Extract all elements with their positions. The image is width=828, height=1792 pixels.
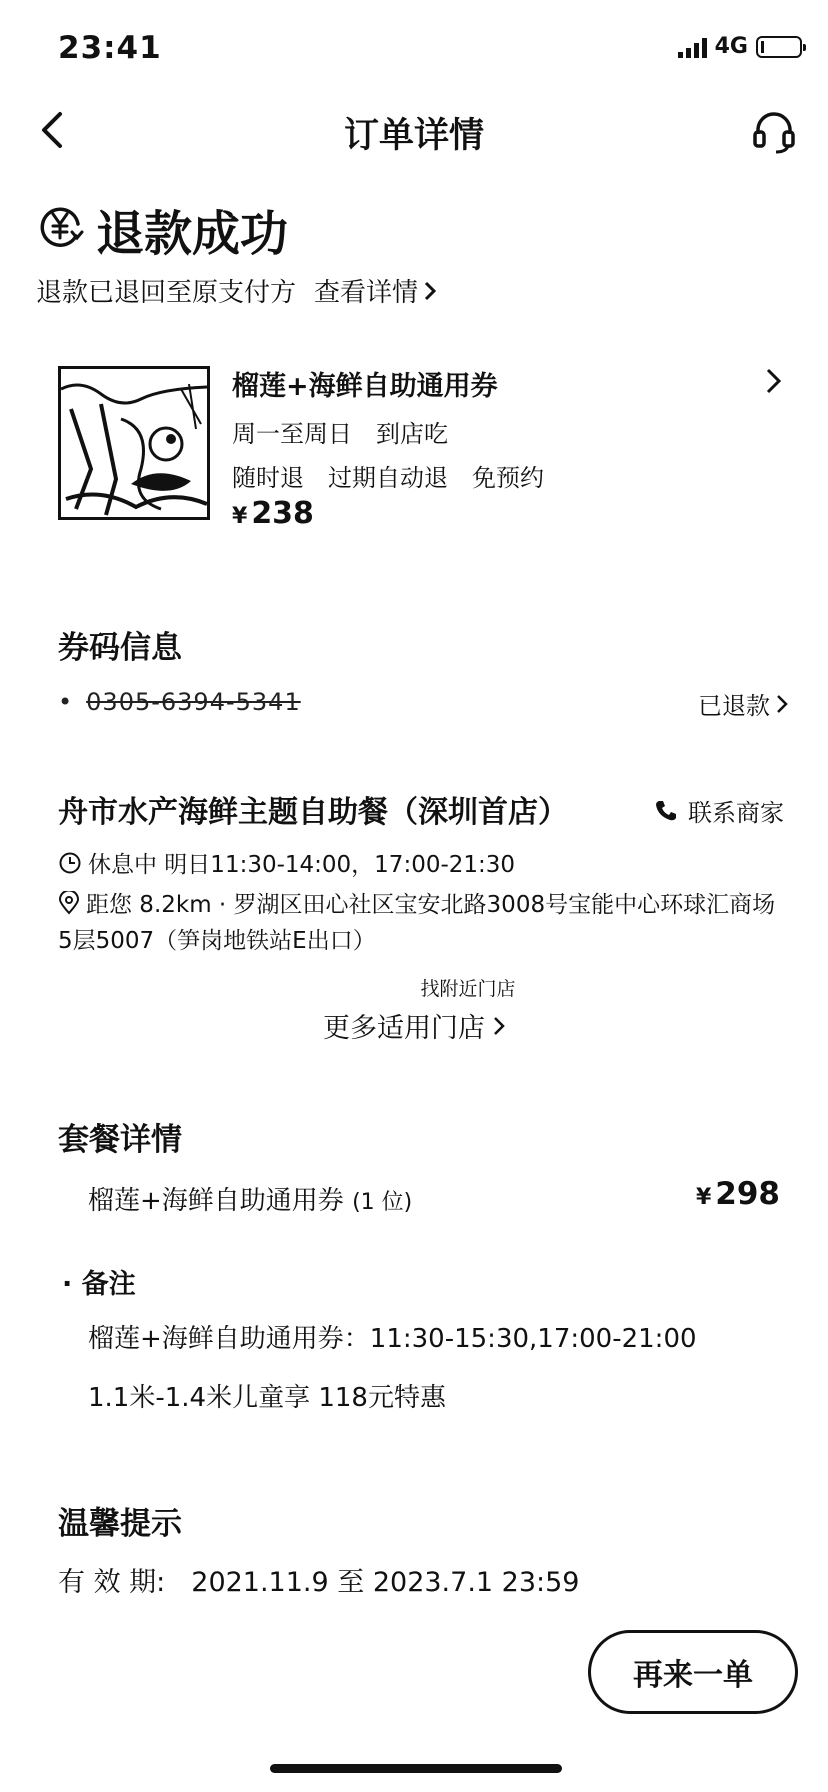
validity-row — [58, 1560, 579, 1599]
page-title: 订单详情 — [343, 116, 484, 156]
chevron-right-icon — [424, 281, 436, 301]
phone-icon — [654, 799, 678, 823]
product-price — [232, 496, 314, 531]
chevron-right-icon — [776, 694, 788, 714]
status-time: 23:41 — [58, 30, 162, 66]
store-address[interactable] — [58, 887, 778, 959]
remark-line: 1.1米-1.4米儿童享 118元特惠 — [88, 1383, 446, 1413]
view-detail-label: 查看详情 — [314, 278, 419, 308]
product-name[interactable]: 榴莲+海鲜自助通用券 — [232, 371, 498, 402]
coupon-refund-status[interactable] — [698, 686, 788, 721]
contact-merchant-label: 联系商家 — [688, 799, 784, 827]
coupon-code: 0305-6394-5341 — [86, 688, 301, 716]
product-usage: 周一至周日 到店吃 — [232, 420, 448, 448]
more-stores-label: 更多适用门店 — [323, 1013, 485, 1044]
store-address-text: 距您 8.2km · 罗湖区田心社区宝安北路3008号宝能中心环球汇商场5层5007（笋岗地铁站E出口） — [58, 892, 776, 954]
bullet-dot: • — [58, 688, 73, 716]
package-item-name: 榴莲+海鲜自助通用券 — [88, 1186, 344, 1216]
refund-subtitle-row — [36, 272, 436, 309]
contact-merchant-button[interactable] — [654, 793, 784, 828]
package-price-value: 298 — [715, 1176, 780, 1212]
clock-icon — [58, 851, 82, 875]
package-item-price — [696, 1176, 780, 1212]
package-section-title: 套餐详情 — [58, 1122, 182, 1158]
seafood-illustration — [61, 369, 207, 517]
store-hours-text: 休息中 明日11:30-14:00，17:00-21:30 — [88, 852, 516, 878]
reorder-button[interactable]: 再来一单 — [588, 1630, 798, 1714]
battery-icon — [756, 36, 802, 58]
currency-symbol: ¥ — [695, 1185, 712, 1210]
coupon-status-label: 已退款 — [698, 692, 770, 720]
product-image[interactable] — [58, 366, 210, 520]
refund-yuan-icon — [36, 202, 84, 250]
find-nearby-label: 找附近门店 — [420, 978, 516, 1000]
refund-subtitle: 退款已退回至原支付方 — [36, 278, 297, 308]
coupon-section-title: 券码信息 — [58, 630, 182, 666]
chevron-right-icon[interactable] — [764, 366, 784, 396]
chevron-right-icon — [493, 1016, 505, 1036]
store-hours — [58, 846, 515, 879]
product-refund-policy: 随时退 过期自动退 免预约 — [232, 464, 544, 492]
currency-symbol: ¥ — [232, 504, 248, 529]
product-price-value: 238 — [251, 496, 314, 531]
package-item — [88, 1180, 412, 1217]
store-name[interactable]: 舟市水产海鲜主题自助餐（深圳首店） — [58, 795, 568, 830]
signal-icon — [678, 36, 707, 58]
more-stores-link[interactable] — [0, 1006, 828, 1045]
network-type: 4G — [714, 34, 748, 59]
home-indicator[interactable] — [270, 1764, 562, 1773]
view-refund-detail-link[interactable] — [314, 272, 436, 309]
coupon-code-row — [58, 688, 301, 716]
customer-service-icon[interactable] — [750, 108, 798, 156]
validity-label: 有 效 期: — [58, 1567, 166, 1598]
tips-section-title: 温馨提示 — [58, 1506, 182, 1542]
location-pin-icon — [58, 891, 80, 915]
remark-title: · 备注 — [62, 1269, 136, 1300]
refund-status-title: 退款成功 — [96, 206, 289, 262]
package-item-qty: (1 位) — [352, 1190, 413, 1215]
remark-line: 榴莲+海鲜自助通用券：11:30-15:30,17:00-21:00 — [88, 1324, 697, 1354]
validity-value: 2021.11.9 至 2023.7.1 23:59 — [191, 1567, 580, 1598]
status-indicators — [678, 34, 802, 59]
